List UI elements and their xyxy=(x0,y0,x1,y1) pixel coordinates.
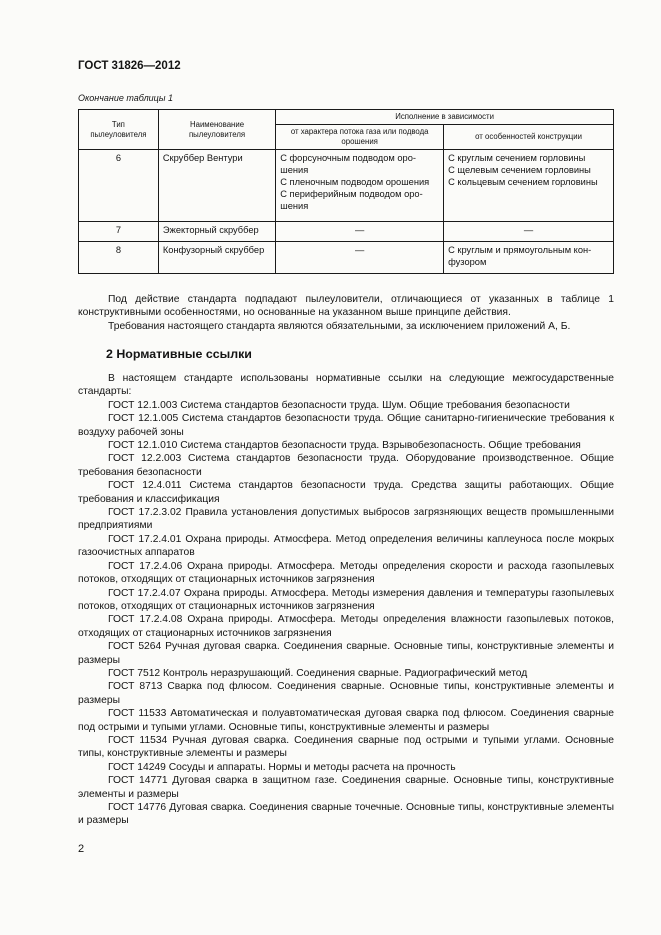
cell-design xyxy=(444,150,614,222)
paragraph: Под действие стандарта подпадают пылеуловители, отличающиеся от указанных в таблице 1 конструктивными особенностями, но основанные на указанном выше принципе действия. xyxy=(78,294,614,319)
header-design: от особенностей конструкции xyxy=(444,125,614,150)
cell-line: шения xyxy=(280,201,309,211)
cell-name: Эжекторный скруббер xyxy=(158,222,275,242)
reference-item: ГОСТ 17.2.4.06 Охрана природы. Атмосфера. Методы определения скорости и расхода газопылевых потоков, отходящих от стационарных источников загрязнения xyxy=(78,560,614,586)
cell-line: С форсуночным подводом оро- xyxy=(280,153,416,163)
reference-item: ГОСТ 11534 Ручная дуговая сварка. Соединения сварные под острыми и тупыми углами. Основные типы, конструктивные элементы и размеры xyxy=(78,734,614,760)
reference-item: ГОСТ 17.2.4.08 Охрана природы. Атмосфера. Методы определения влажности газопылевых потоков, отходящих от стационарных источников загрязнения xyxy=(78,614,614,639)
cell-design: — xyxy=(444,222,614,242)
table-continuation-caption: Окончание таблицы 1 xyxy=(78,93,173,103)
header-execution: Исполнение в зависимости xyxy=(276,110,614,125)
cell-flow: — xyxy=(276,242,444,274)
paragraph: В настоящем стандарте использованы нормативные ссылки на следующие межгосударственные стандарты: xyxy=(78,373,614,398)
cell-type: 6 xyxy=(79,150,159,222)
header-type: Тип пылеуловителя xyxy=(79,110,159,150)
cell-flow: — xyxy=(276,222,444,242)
reference-item: ГОСТ 12.1.005 Система стандартов безопасности труда. Общие санитарно-гигиенические требования к воздуху рабочей зоны xyxy=(78,413,614,438)
reference-item: ГОСТ 12.1.010 Система стандартов безопасности труда. Взрывобезопасность. Общие требования xyxy=(108,440,581,452)
cell-type: 8 xyxy=(79,242,159,274)
cell-line: С круглым сечением горловины xyxy=(448,153,586,163)
cell-line: С пленочным подводом орошения xyxy=(280,177,430,187)
table-row xyxy=(79,150,614,222)
cell-name: Скруббер Вентури xyxy=(158,150,275,222)
header-name: Наименование пылеуловителя xyxy=(158,110,275,150)
reference-item: ГОСТ 12.4.011 Система стандартов безопасности труда. Средства защиты работающих. Общие требования и классификация xyxy=(78,480,614,505)
cell-line: С кольцевым сечением горловины xyxy=(448,177,598,187)
reference-item: ГОСТ 11533 Автоматическая и полуавтоматическая дуговая сварка под флюсом. Соединения сварные под острыми и тупыми углами. Основные типы, конструктивные элементы и размеры xyxy=(78,708,614,733)
reference-item: ГОСТ 12.2.003 Система стандартов безопасности труда. Оборудование производственное. Общие требования безопасности xyxy=(78,453,614,478)
cell-flow xyxy=(276,150,444,222)
reference-item: ГОСТ 14249 Сосуды и аппараты. Нормы и методы расчета на прочность xyxy=(108,761,456,773)
cell-design xyxy=(444,242,614,274)
reference-item: ГОСТ 14776 Дуговая сварка. Соединения сварные точечные. Основные типы, конструктивные элементы и размеры xyxy=(78,802,614,827)
cell-line: С щелевым сечением горловины xyxy=(448,165,591,175)
cell-line: шения xyxy=(280,165,309,175)
cell-line: фузором xyxy=(448,257,487,267)
references-list xyxy=(78,372,614,828)
reference-item: ГОСТ 17.2.3.02 Правила установления допустимых выбросов загрязняющих веществ промышленными предприятиями xyxy=(78,507,614,532)
page-number: 2 xyxy=(78,843,85,855)
reference-item: ГОСТ 14771 Дуговая сварка в защитном газе. Соединения сварные. Основные типы, конструктивные элементы и размеры xyxy=(78,775,614,800)
cell-name: Конфузорный скруббер xyxy=(158,242,275,274)
header-flow: от характера потока газа или подвода орошения xyxy=(276,125,444,150)
reference-item: ГОСТ 5264 Ручная дуговая сварка. Соединения сварные. Основные типы, конструктивные элементы и размеры xyxy=(78,641,614,666)
after-table-text xyxy=(78,293,614,333)
reference-item: ГОСТ 7512 Контроль неразрушающий. Соединения сварные. Радиографический метод xyxy=(108,667,528,679)
table-row xyxy=(79,242,614,274)
reference-item: ГОСТ 17.2.4.01 Охрана природы. Атмосфера. Метод определения величины каплеуноса после мокрых газоочистных аппаратов xyxy=(78,533,614,559)
cell-type: 7 xyxy=(79,222,159,242)
paragraph: Требования настоящего стандарта являются обязательными, за исключением приложений А, Б. xyxy=(108,320,571,332)
reference-item: ГОСТ 8713 Сварка под флюсом. Соединения сварные. Основные типы, конструктивные элементы и размеры xyxy=(78,681,614,706)
section-title: 2 Нормативные ссылки xyxy=(106,347,252,361)
document-header: ГОСТ 31826—2012 xyxy=(78,60,181,72)
reference-item: ГОСТ 17.2.4.07 Охрана природы. Атмосфера. Методы измерения давления и температуры газопылевых потоков, отходящих от стационарных источников загрязнения xyxy=(78,587,614,612)
table-1 xyxy=(78,109,614,274)
table-row xyxy=(79,222,614,242)
reference-item: ГОСТ 12.1.003 Система стандартов безопасности труда. Шум. Общие требования безопасности xyxy=(108,399,570,411)
cell-line: С периферийным подводом оро- xyxy=(280,189,423,199)
cell-line: С круглым и прямоугольным кон- xyxy=(448,245,592,255)
